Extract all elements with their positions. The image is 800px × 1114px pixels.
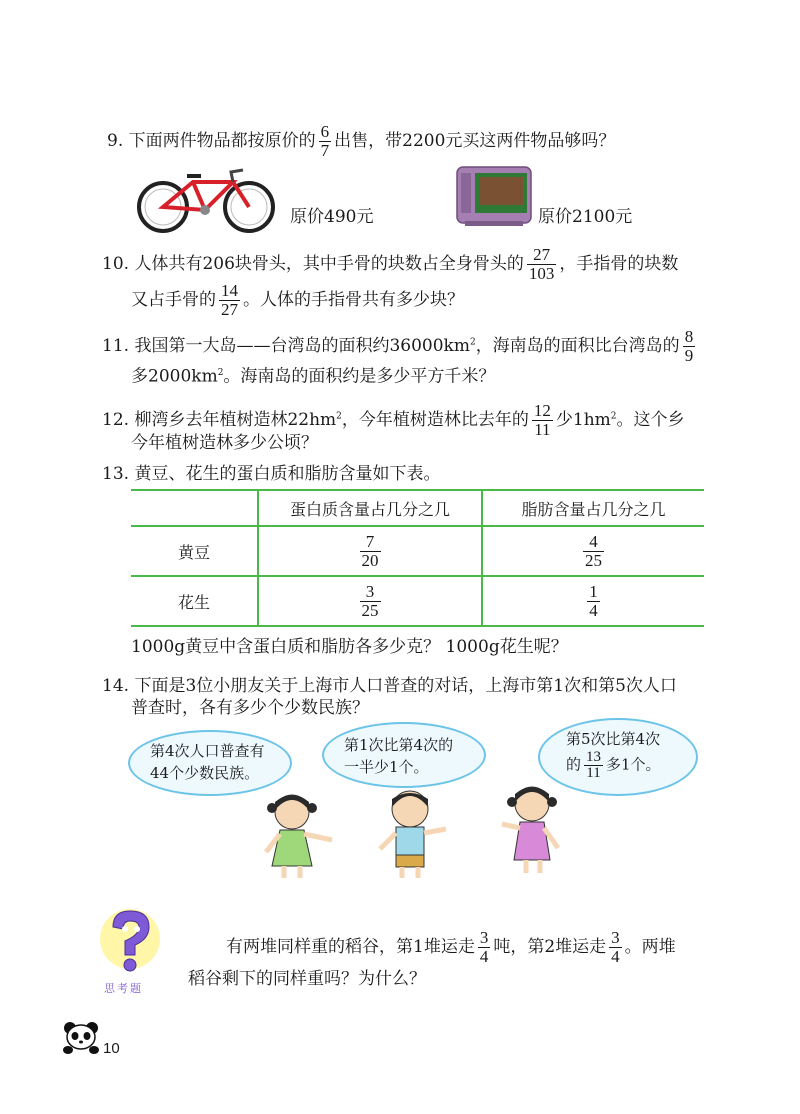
fraction-27-103: $\frac{27}{103}$ [528, 245, 555, 283]
fraction-6-7: $\frac{6}{7}$ [320, 122, 330, 160]
protein-header: 蛋白质含量占几分之几 [258, 490, 482, 526]
television-image [455, 165, 533, 227]
fat-header: 脂肪含量占几分之几 [482, 490, 704, 526]
fraction-12-11: $\frac{12}{11}$ [533, 401, 551, 439]
bike-price: 原价490元 [290, 207, 374, 227]
think-question-line1: 有两堆同样重的稻谷，第1堆运走 $\frac{3}{4}$ 吨，第2堆运走 $\frac{3}{4}$ 。两堆 [226, 928, 676, 966]
question-9: 9. 下面两件物品都按原价的 $\frac{6}{7}$ 出售，带2200元买这两件物品够吗？ [107, 122, 616, 160]
fraction-cell: $\frac{4}{25}$ [585, 531, 602, 570]
fraction-8-9: $\frac{8}{9}$ [684, 327, 694, 365]
question-12-line1: 12. 柳湾乡去年植树造林$22hm^2$，今年植树造林比去年的 $\frac{12}{11}$ 少$1hm^2$。这个乡 [102, 401, 685, 439]
girl-1-image [258, 790, 340, 880]
nutrition-table [131, 489, 704, 627]
row-label: 黄豆 [131, 526, 258, 576]
question-11-line2: 多$2000km^2$。海南岛的面积约是多少平方千米？ [131, 366, 496, 387]
fraction-cell: $\frac{7}{20}$ [361, 531, 379, 570]
page-number: 10 [103, 1040, 120, 1057]
table-header-row [131, 490, 704, 526]
table-row [131, 576, 704, 626]
bicycle-image [135, 168, 277, 234]
fraction-13-11: $\frac{13}{11}$ [586, 749, 602, 781]
question-10-line2: 又占手骨的 $\frac{14}{27}$ 。人体的手指骨共有多少块？ [131, 281, 464, 319]
fraction-3-4: $\frac{3}{4}$ [479, 928, 489, 966]
fraction-3-4: $\frac{3}{4}$ [611, 928, 620, 966]
question-14-line1: 14. 下面是3位小朋友关于上海市人口普查的对话，上海市第1次和第5次人口 [102, 676, 677, 696]
speech-bubble-3: 第5次比第4次 的 $\frac{13}{11}$ 多1个。 [538, 718, 698, 796]
speech-bubble-2: 第1次比第4次的 一半少1个。 [322, 722, 486, 788]
question-13-text: 1000g黄豆中含蛋白质和脂肪各多少克？ 1000g花生呢？ [131, 637, 568, 657]
row-label: 花生 [131, 576, 258, 626]
table-row [131, 526, 704, 576]
boy-image [372, 785, 452, 880]
panda-icon [62, 1020, 100, 1056]
question-11-line1: 11. 我国第一大岛——台湾岛的面积约$36000km^2$，海南岛的面积比台湾岛的 $\frac{8}{9}$ [102, 327, 694, 365]
question-12-line2: 今年植树造林多少公顷？ [131, 433, 318, 453]
girl-2-image [496, 780, 566, 875]
question-13-title: 13. 黄豆、花生的蛋白质和脂肪含量如下表。 [102, 464, 441, 484]
fraction-14-27: $\frac{14}{27}$ [221, 281, 238, 319]
tv-price: 原价2100元 [538, 207, 633, 227]
question-mark-icon [97, 905, 163, 979]
think-question-line2: 稻谷剩下的同样重吗？为什么？ [188, 969, 426, 989]
question-10-line1: 10. 人体共有206块骨头，其中手骨的块数占全身骨头的 $\frac{27}{103}$ ，手指骨的块数 [102, 245, 679, 283]
question-14-line2: 普查时，各有多少个少数民族？ [131, 698, 369, 718]
fraction-cell: $\frac{1}{4}$ [589, 581, 598, 620]
speech-bubble-1: 第4次人口普查有 44个少数民族。 [128, 730, 292, 796]
think-label: 思考题 [104, 982, 143, 995]
fraction-cell: $\frac{3}{25}$ [361, 581, 379, 620]
